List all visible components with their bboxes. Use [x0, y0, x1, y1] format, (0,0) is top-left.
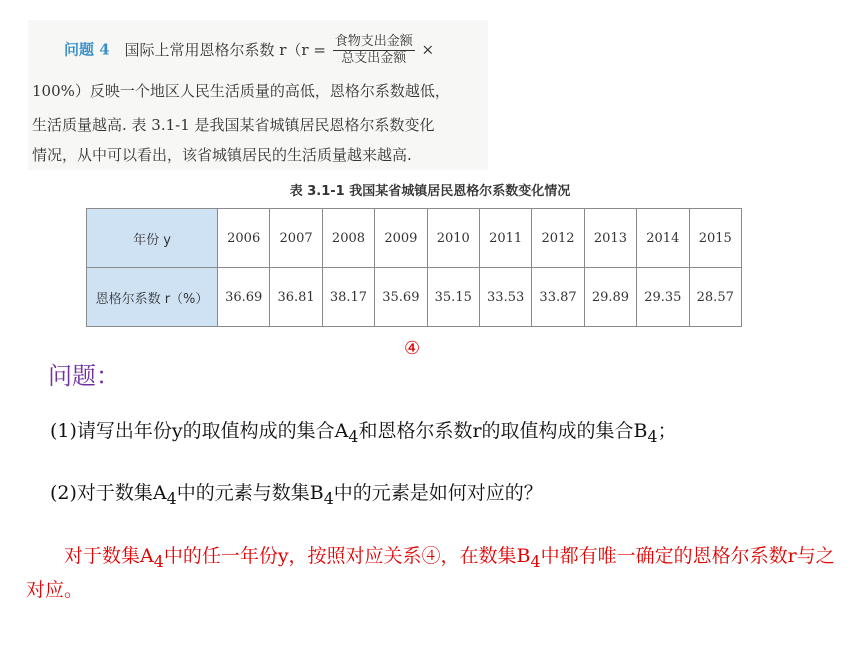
coef-cell: 38.17: [322, 268, 374, 327]
q2-text-b: 中的元素与数集B: [176, 482, 324, 504]
year-cell: 2010: [427, 209, 479, 268]
question-2: [50, 478, 543, 508]
year-cell: 2014: [637, 209, 689, 268]
answer-text: [26, 542, 846, 605]
year-cell: 2007: [270, 209, 322, 268]
answer-subscript-b: 4: [530, 551, 541, 571]
fraction-numerator: 食物支出金额: [334, 34, 413, 49]
q2-text-a: (2)对于数集A: [50, 482, 167, 504]
q2-subscript-a: 4: [166, 488, 177, 508]
q1-text-a: (1)请写出年份y的取值构成的集合A: [50, 420, 349, 442]
problem-label: 问题 4: [64, 40, 110, 59]
year-cell: 2006: [218, 209, 270, 268]
problem-line-1: [64, 34, 434, 67]
q1-text-b: 和恩格尔系数r的取值构成的集合B: [358, 420, 648, 442]
problem-line-4: 情况，从中可以看出，该省城镇居民的生活质量越来越高.: [32, 146, 412, 164]
year-cell: 2009: [375, 209, 427, 268]
coef-cell: 29.89: [584, 268, 636, 327]
q2-text-c: 中的元素是如何对应的？: [333, 482, 543, 504]
coef-row: [87, 268, 742, 327]
relation-marker: ④: [404, 338, 421, 359]
question-1: [50, 416, 677, 446]
coef-cell: 33.87: [532, 268, 584, 327]
engel-table: [86, 208, 742, 327]
problem-line-3: 生活质量越高. 表 3.1-1 是我国某省城镇居民恩格尔系数变化: [32, 116, 435, 134]
problem-line-2: 100%）反映一个地区人民生活质量的高低，恩格尔系数越低，: [32, 82, 450, 100]
year-cell: 2008: [322, 209, 374, 268]
coef-cell: 35.15: [427, 268, 479, 327]
answer-text-c: 中都有唯一确定的恩格尔系数r与之对应。: [26, 545, 835, 601]
coef-cell: 28.57: [689, 268, 741, 327]
fraction-denominator: 总支出金额: [341, 51, 407, 66]
answer-subscript-a: 4: [153, 551, 164, 571]
coef-cell: 29.35: [637, 268, 689, 327]
year-header: 年份 y: [87, 209, 218, 268]
q1-text-c: ；: [657, 420, 677, 442]
answer-text-a: 对于数集A: [64, 545, 154, 567]
engel-fraction: [333, 34, 415, 67]
year-row: [87, 209, 742, 268]
q1-subscript-b: 4: [647, 426, 658, 446]
q1-subscript-a: 4: [348, 426, 359, 446]
year-cell: 2013: [584, 209, 636, 268]
coef-cell: 33.53: [479, 268, 531, 327]
q2-subscript-b: 4: [323, 488, 334, 508]
answer-text-b: 中的任一年份y，按照对应关系④，在数集B: [163, 545, 531, 567]
year-cell: 2012: [532, 209, 584, 268]
coef-header: 恩格尔系数 r（%）: [87, 268, 218, 327]
questions-title: 问题：: [48, 362, 120, 390]
table-caption: 表 3.1-1 我国某省城镇居民恩格尔系数变化情况: [289, 184, 571, 199]
year-cell: 2015: [689, 209, 741, 268]
coef-cell: 36.69: [218, 268, 270, 327]
problem-line-1-text: 国际上常用恩格尔系数 r（r =: [124, 40, 326, 59]
year-cell: 2011: [479, 209, 531, 268]
coef-cell: 35.69: [375, 268, 427, 327]
times-sign: ×: [421, 40, 435, 59]
coef-cell: 36.81: [270, 268, 322, 327]
